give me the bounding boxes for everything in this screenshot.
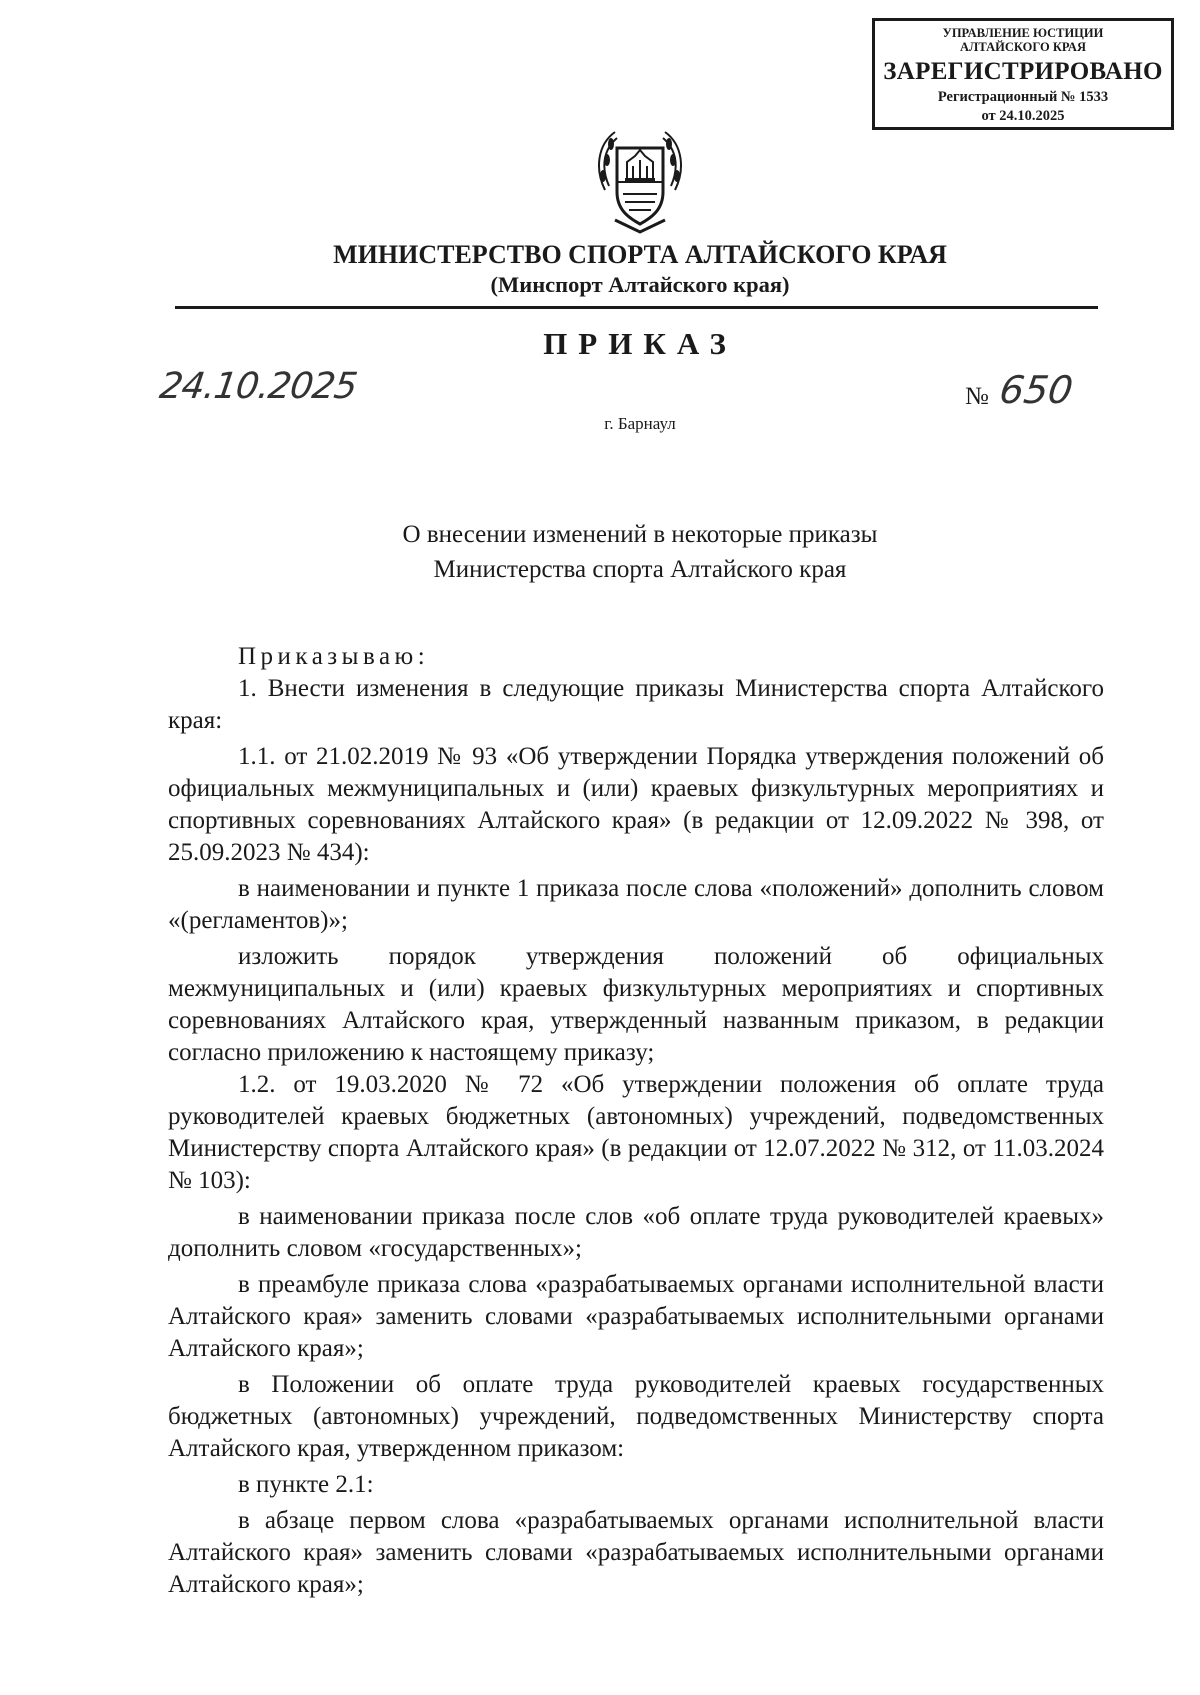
order-paragraph: 1.2. от 19.03.2020 № 72 «Об утверждении положения об оплате труда руководителей краевых бюджетных (автономных) учреждений, подведомственных Министерству спорта Алтайского края» (в редакции от 12.07.2022 № 312, от 11.03.2024 № 103): (168, 1071, 1104, 1194)
stamp-authority-line2: АЛТАЙСКОГО КРАЯ (960, 40, 1086, 54)
stamp-status: ЗАРЕГИСТРИРОВАНО (883, 58, 1163, 85)
order-body (168, 641, 1104, 1601)
order-paragraph: в абзаце первом слова «разрабатываемых органами исполнительной власти Алтайского края» заменить словами «разрабатываемых исполнительными органами Алтайского края»; (168, 1507, 1104, 1598)
order-paragraph: в наименовании приказа после слов «об оплате труда руководителей краевых» дополнить словом «государственных»; (168, 1203, 1104, 1262)
order-subject (0, 517, 1200, 587)
handwritten-date: 24.10.2025 (157, 366, 360, 407)
order-paragraph: 1.1. от 21.02.2019 № 93 «Об утверждении Порядка утверждения положений об официальных межмуниципальных и (или) краевых физкультурных мероприятиях и спортивных соревнованиях Алтайского края» (в редакции от 12.09.2022 № 398, от 25.09.2023 № 434): (168, 743, 1104, 866)
order-paragraph: в преамбуле приказа слова «разрабатываемых органами исполнительной власти Алтайского края» заменить словами «разрабатываемых исполнительными органами Алтайского края»; (168, 1271, 1104, 1362)
number-label: № (965, 383, 989, 410)
order-paragraph: в пункте 2.1: (238, 1471, 374, 1498)
order-paragraph: в наименовании и пункте 1 приказа после слова «положений» дополнить словом «(регламентов)»; (168, 875, 1104, 934)
coat-of-arms-icon (585, 120, 695, 238)
stamp-reg-date: от 24.10.2025 (981, 108, 1065, 124)
handwritten-number: 650 (996, 368, 1076, 412)
order-paragraph: 1. Внести изменения в следующие приказы Министерства спорта Алтайского края: (168, 675, 1104, 734)
order-paragraph: в Положении об оплате труда руководителей краевых государственных бюджетных (автономных) учреждений, подведомственных Министерству спорта Алтайского края, утвержденном приказом: (168, 1371, 1104, 1462)
subject-line-2: Министерства спорта Алтайского края (433, 556, 847, 583)
document-type-title: ПРИКАЗ (543, 326, 737, 361)
ministry-short-name: (Минспорт Алтайского края) (490, 272, 790, 297)
order-paragraph: Приказываю: (238, 643, 430, 670)
city: г. Барнаул (604, 414, 676, 433)
ministry-name: МИНИСТЕРСТВО СПОРТА АЛТАЙСКОГО КРАЯ (333, 240, 947, 269)
stamp-reg-number: Регистрационный № 1533 (937, 89, 1109, 105)
order-paragraph: изложить порядок утверждения положений об официальных межмуниципальных и (или) краевых физкультурных мероприятиях и спортивных соревнованиях Алтайского края, утвержденный названным приказом, в редакции согласно приложению к настоящему приказу; (168, 943, 1104, 1066)
header-divider (175, 306, 1098, 309)
stamp-authority-line1: УПРАВЛЕНИЕ ЮСТИЦИИ (942, 26, 1104, 40)
subject-line-1: О внесении изменений в некоторые приказы (402, 521, 878, 548)
registration-stamp (872, 18, 1174, 130)
